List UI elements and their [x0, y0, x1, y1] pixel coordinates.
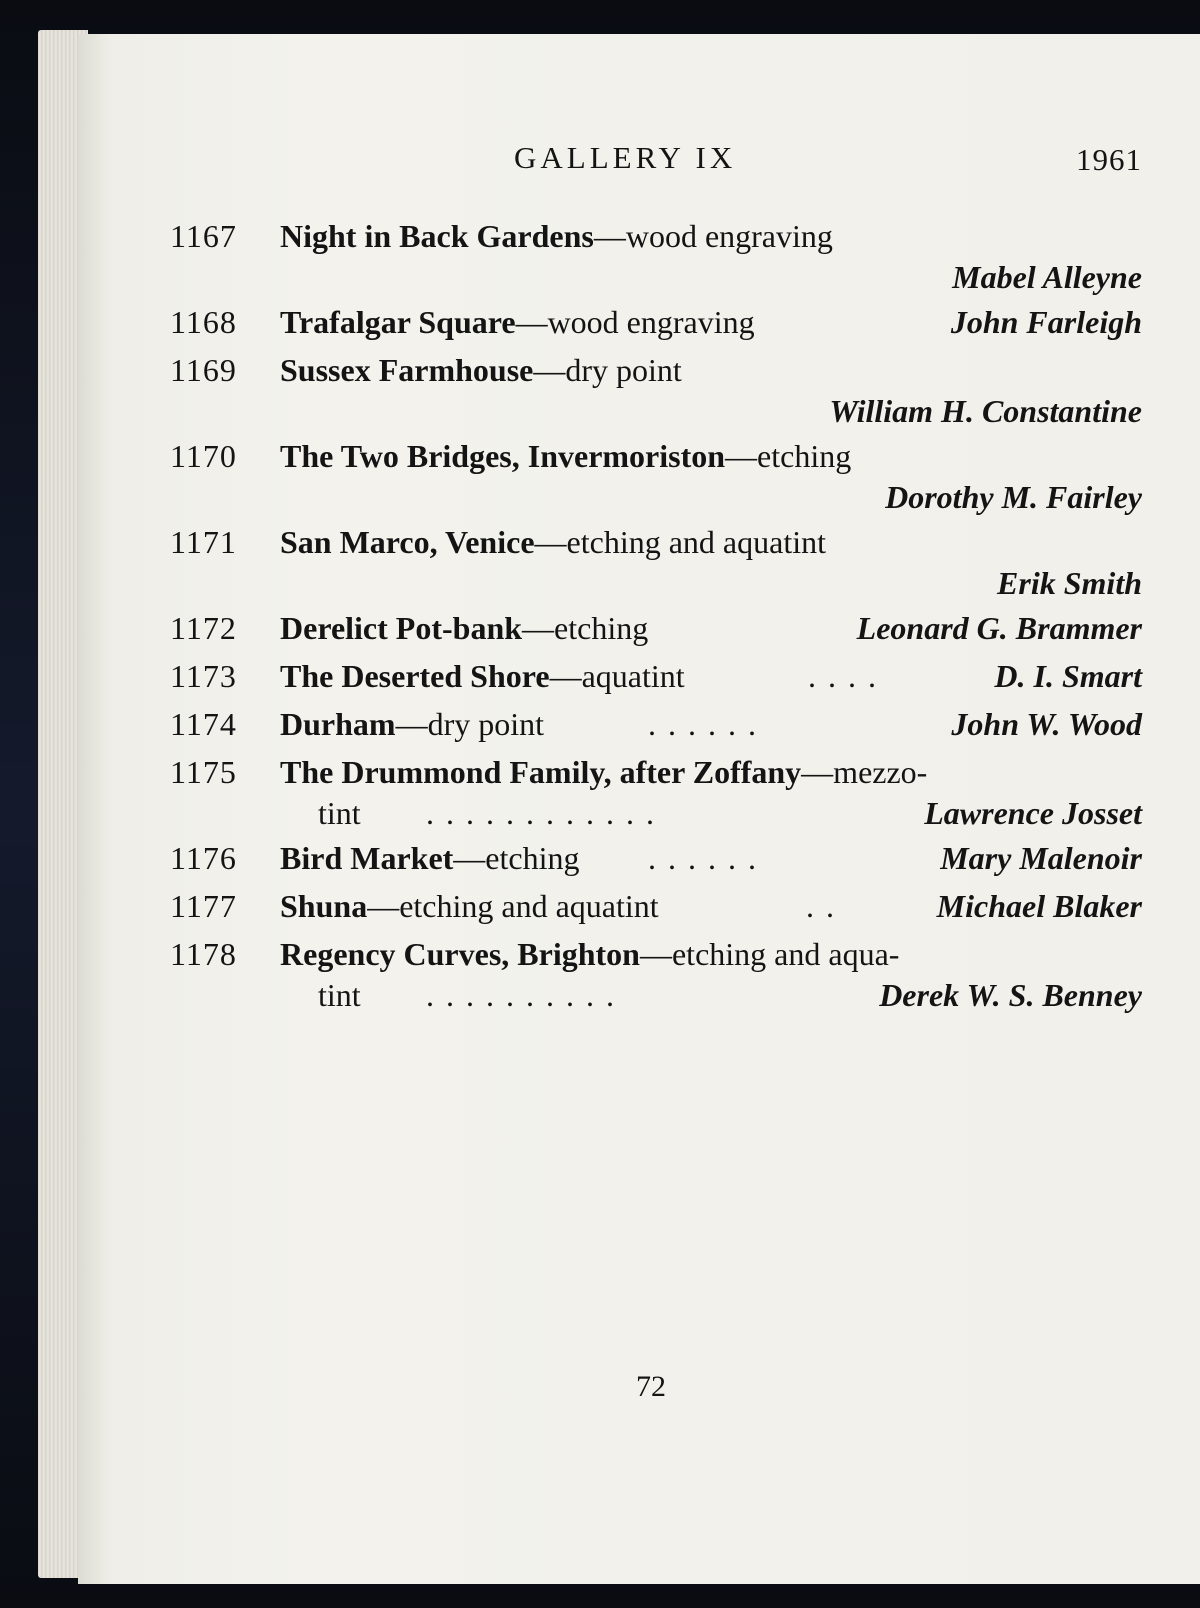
entry-title: Night in Back Gardens — [280, 218, 594, 254]
entry-continuation: tint — [318, 977, 361, 1013]
entry-title: Regency Curves, Brighton — [280, 936, 640, 972]
entry-number: 1171 — [170, 524, 237, 560]
entry-description — [280, 882, 659, 930]
catalogue-entry-1169 — [170, 346, 1142, 432]
entry-description — [280, 604, 648, 652]
entry-number: 1173 — [170, 658, 237, 694]
year: 1961 — [1076, 142, 1142, 177]
entry-continuation: tint — [318, 795, 361, 831]
entry-number: 1168 — [170, 304, 237, 340]
entry-medium: —etching and aquatint — [534, 524, 826, 560]
entry-artist: Lawrence Josset — [924, 795, 1142, 831]
dot-leaders: . . — [806, 888, 836, 924]
catalogue-entry-1173 — [170, 652, 1142, 700]
dot-leaders: . . . . . . — [648, 706, 758, 742]
catalogue-entry-1174 — [170, 700, 1142, 748]
entry-title: Trafalgar Square — [280, 304, 516, 340]
entry-medium: —etching — [725, 438, 852, 474]
catalogue-entry-1175 — [170, 748, 1142, 834]
entry-description — [280, 700, 544, 748]
entry-title: Durham — [280, 706, 396, 742]
gallery-title: GALLERY IX — [514, 140, 737, 175]
entry-medium: —dry point — [395, 706, 544, 742]
entry-number: 1169 — [170, 352, 237, 388]
entry-title: Sussex Farmhouse — [280, 352, 534, 388]
entry-medium: —wood engraving — [593, 218, 833, 254]
entry-medium: —etching — [522, 610, 649, 646]
entry-medium: —mezzo- — [801, 754, 928, 790]
dot-leaders: . . . . — [808, 658, 878, 694]
page-number: 72 — [636, 1370, 666, 1403]
catalogue-entry-1177 — [170, 882, 1142, 930]
catalogue-entry-1178 — [170, 930, 1142, 1016]
catalogue-entry-1167 — [170, 212, 1142, 298]
entry-number: 1167 — [170, 218, 237, 254]
entry-artist: Mary Malenoir — [940, 840, 1142, 876]
page-header — [0, 140, 1200, 180]
entry-artist: William H. Constantine — [829, 393, 1142, 429]
entry-title: The Two Bridges, Invermoriston — [280, 438, 726, 474]
catalogue-entry-1171 — [170, 518, 1142, 604]
dot-leaders: . . . . . . . . . . . . — [426, 795, 656, 831]
entry-medium: —etching and aquatint — [367, 888, 659, 924]
entry-number: 1170 — [170, 438, 237, 474]
entry-description — [280, 432, 851, 480]
entry-artist: Derek W. S. Benney — [879, 977, 1142, 1013]
entry-artist: Michael Blaker — [936, 888, 1142, 924]
entry-artist: John W. Wood — [951, 706, 1142, 742]
dot-leaders: . . . . . . . . . . — [426, 977, 616, 1013]
entry-description — [280, 346, 682, 394]
entry-description — [280, 834, 579, 882]
entry-medium: —etching and aqua- — [639, 936, 900, 972]
entry-artist: D. I. Smart — [994, 658, 1142, 694]
entry-artist: Dorothy M. Fairley — [885, 479, 1142, 515]
catalogue-entry-1172 — [170, 604, 1142, 652]
catalogue-entry-1168 — [170, 298, 1142, 346]
entry-number: 1175 — [170, 754, 237, 790]
entry-title: San Marco, Venice — [280, 524, 535, 560]
entry-description — [280, 518, 826, 566]
catalogue-entry-1170 — [170, 432, 1142, 518]
entry-title: The Drummond Family, after Zoffany — [280, 754, 802, 790]
entry-medium: —aquatint — [549, 658, 685, 694]
entry-description — [280, 748, 927, 796]
catalogue-list — [170, 212, 1142, 1016]
entry-title: The Deserted Shore — [280, 658, 550, 694]
dot-leaders: . . . . . . — [648, 840, 758, 876]
entry-medium: —wood engraving — [515, 304, 755, 340]
entry-artist: John Farleigh — [950, 304, 1142, 340]
entry-title: Derelict Pot-bank — [280, 610, 523, 646]
entry-number: 1174 — [170, 706, 237, 742]
entry-number: 1172 — [170, 610, 237, 646]
entry-description — [280, 298, 755, 346]
catalogue-entry-1176 — [170, 834, 1142, 882]
entry-description — [280, 930, 899, 978]
entry-number: 1177 — [170, 888, 237, 924]
entry-artist: Mabel Alleyne — [952, 259, 1142, 295]
entry-number: 1178 — [170, 936, 237, 972]
entry-description — [280, 652, 685, 700]
entry-title: Bird Market — [280, 840, 454, 876]
entry-artist: Leonard G. Brammer — [856, 610, 1142, 646]
entry-number: 1176 — [170, 840, 237, 876]
entry-artist: Erik Smith — [997, 565, 1142, 601]
entry-title: Shuna — [280, 888, 368, 924]
entry-medium: —etching — [453, 840, 580, 876]
entry-description — [280, 212, 833, 260]
entry-medium: —dry point — [533, 352, 682, 388]
